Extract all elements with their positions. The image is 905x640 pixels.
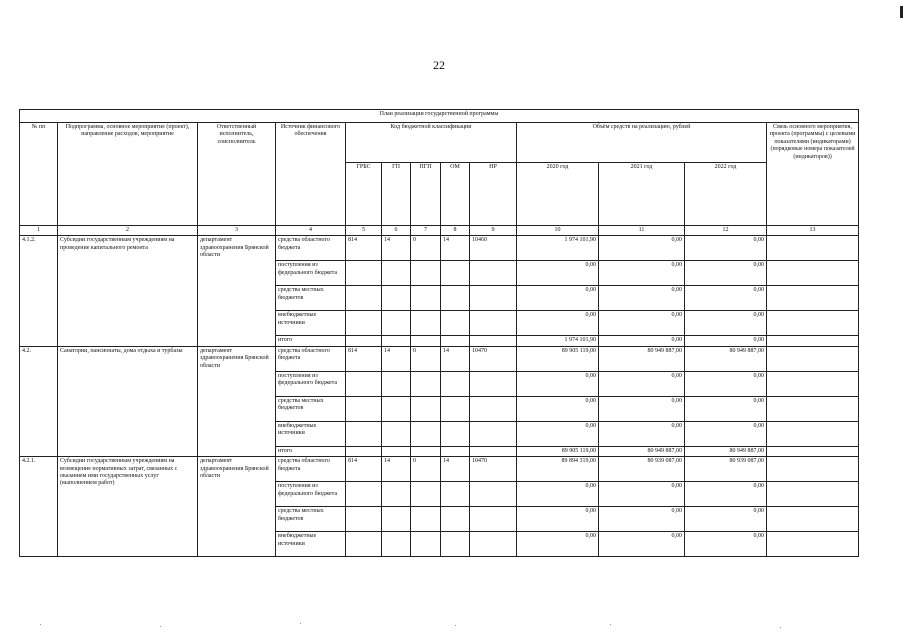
amount-y2021: 0,00 [599,396,685,421]
total-y2021: 0,00 [599,336,685,346]
indicator-link [767,311,859,336]
code-om [441,421,470,446]
code-np: 10460 [470,236,517,261]
amount-y2022: 80 939 087,00 [685,457,767,482]
code-np [470,396,517,421]
indicator-link [767,336,859,346]
activity-name: Субсидии государственным учреждениям на проведение капитального ремонта [58,236,198,346]
funding-source: внебюджетные источники [276,311,346,336]
code-np [470,286,517,311]
column-number: 12 [685,226,767,236]
code-pgp [411,507,441,532]
amount-y2020: 89 894 319,00 [517,457,599,482]
indicator-link [767,446,859,456]
executor: департамент здравоохранения Брянской области [198,346,276,456]
header-2022: 2022 год [685,163,767,226]
code-grbs [346,311,382,336]
indicator-link [767,286,859,311]
table-row [20,457,859,482]
executor: департамент здравоохранения Брянской области [198,236,276,346]
code-pgp [411,421,441,446]
header-budget-code: Код бюджетной классификации [346,123,517,163]
indicator-link [767,532,859,557]
code-np [470,371,517,396]
total-code-gp [382,336,411,346]
header-num: № пп [20,123,58,226]
code-om [441,396,470,421]
amount-y2020: 0,00 [517,261,599,286]
indicator-link [767,236,859,261]
amount-y2021: 0,00 [599,421,685,446]
amount-y2022: 0,00 [685,236,767,261]
amount-y2022: 0,00 [685,396,767,421]
funding-source: поступления из федерального бюджета [276,261,346,286]
code-grbs [346,482,382,507]
column-number: 9 [470,226,517,236]
code-om: 14 [441,236,470,261]
total-label: итого [276,336,346,346]
total-code-gp [382,446,411,456]
amount-y2022: 80 949 887,00 [685,346,767,371]
header-om: ОМ [441,163,470,226]
column-number: 13 [767,226,859,236]
column-number: 4 [276,226,346,236]
table-row [20,236,859,261]
amount-y2020: 0,00 [517,371,599,396]
column-number: 5 [346,226,382,236]
total-code-pgp [411,336,441,346]
row-number: 4.1.2. [20,236,58,346]
activity-name: Санатории, пансионаты, дома отдыха и турбазы [58,346,198,456]
code-np [470,261,517,286]
code-np [470,311,517,336]
code-gp: 14 [382,457,411,482]
funding-source: поступления из федерального бюджета [276,482,346,507]
code-grbs [346,421,382,446]
header-volume: Объём средств на реализацию, рублей [517,123,767,163]
indicator-link [767,261,859,286]
funding-source: внебюджетные источники [276,532,346,557]
header-2021: 2021 год [599,163,685,226]
indicator-link [767,507,859,532]
amount-y2020: 0,00 [517,507,599,532]
activity-name: Субсидии государственным учреждениям на возмещение нормативных затрат, связанных с оказанием ими государственных услуг (выполнением работ) [58,457,198,557]
code-gp [382,311,411,336]
funding-source: средства местных бюджетов [276,286,346,311]
total-code-grbs [346,446,382,456]
amount-y2022: 0,00 [685,532,767,557]
code-np: 10470 [470,346,517,371]
total-code-np [470,446,517,456]
code-grbs [346,396,382,421]
indicator-link [767,371,859,396]
code-grbs [346,371,382,396]
amount-y2021: 0,00 [599,311,685,336]
scan-noise [0,622,905,630]
code-om [441,532,470,557]
code-grbs: 814 [346,457,382,482]
column-number: 11 [599,226,685,236]
amount-y2021: 80 949 887,00 [599,346,685,371]
amount-y2021: 0,00 [599,532,685,557]
funding-source: средства областного бюджета [276,457,346,482]
total-y2021: 80 949 887,00 [599,446,685,456]
header-grbs: ГРБС [346,163,382,226]
amount-y2021: 0,00 [599,371,685,396]
code-gp [382,371,411,396]
executor: департамент здравоохранения Брянской области [198,457,276,557]
amount-y2021: 80 939 087,00 [599,457,685,482]
code-grbs: 814 [346,236,382,261]
funding-source: средства местных бюджетов [276,396,346,421]
code-gp [382,482,411,507]
total-label: итого [276,446,346,456]
code-om [441,261,470,286]
code-pgp: 0 [411,236,441,261]
indicator-link [767,396,859,421]
amount-y2022: 0,00 [685,421,767,446]
header-executor: Ответственный исполнитель, соисполнитель [198,123,276,226]
code-om [441,507,470,532]
code-np [470,507,517,532]
code-gp [382,286,411,311]
code-pgp [411,532,441,557]
indicator-link [767,346,859,371]
amount-y2022: 0,00 [685,261,767,286]
code-grbs: 814 [346,346,382,371]
code-np [470,532,517,557]
funding-source: поступления из федерального бюджета [276,371,346,396]
amount-y2021: 0,00 [599,507,685,532]
total-code-grbs [346,336,382,346]
header-gp: ГП [382,163,411,226]
amount-y2020: 1 974 101,90 [517,236,599,261]
funding-source: средства местных бюджетов [276,507,346,532]
amount-y2020: 0,00 [517,311,599,336]
amount-y2022: 0,00 [685,311,767,336]
code-om [441,286,470,311]
row-number: 4.2. [20,346,58,456]
code-gp [382,532,411,557]
code-pgp [411,261,441,286]
funding-source: внебюджетные источники [276,421,346,446]
code-grbs [346,261,382,286]
code-grbs [346,286,382,311]
amount-y2021: 0,00 [599,482,685,507]
amount-y2021: 0,00 [599,286,685,311]
code-pgp [411,286,441,311]
code-gp [382,507,411,532]
code-om: 14 [441,346,470,371]
code-pgp [411,482,441,507]
code-pgp [411,311,441,336]
table-row [20,346,859,371]
header-link: Связь основного мероприятия, проекта (программы) с целевыми показателями (индикаторами) (порядковые номера показателей (индикаторов)) [767,123,859,226]
indicator-link [767,482,859,507]
column-number: 1 [20,226,58,236]
total-y2020: 89 905 119,00 [517,446,599,456]
total-y2022: 80 949 887,00 [685,446,767,456]
header-np: НР [470,163,517,226]
total-y2020: 1 974 101,90 [517,336,599,346]
amount-y2020: 0,00 [517,421,599,446]
amount-y2021: 0,00 [599,261,685,286]
header-sources: Источник финансового обеспечения [276,123,346,226]
amount-y2020: 0,00 [517,482,599,507]
code-gp: 14 [382,236,411,261]
indicator-link [767,457,859,482]
column-number: 6 [382,226,411,236]
header-pgp: ПГП [411,163,441,226]
plan-table [19,109,859,557]
code-pgp: 0 [411,346,441,371]
page-number: 22 [433,58,445,72]
code-om [441,371,470,396]
column-number: 3 [198,226,276,236]
code-grbs [346,507,382,532]
code-gp [382,261,411,286]
amount-y2020: 0,00 [517,532,599,557]
column-number: 8 [441,226,470,236]
code-pgp: 0 [411,457,441,482]
code-np [470,482,517,507]
total-y2022: 0,00 [685,336,767,346]
code-om: 14 [441,457,470,482]
code-gp [382,421,411,446]
amount-y2022: 0,00 [685,482,767,507]
scan-edge-mark [900,6,903,18]
total-code-om [441,336,470,346]
amount-y2022: 0,00 [685,286,767,311]
amount-y2022: 0,00 [685,371,767,396]
code-gp [382,396,411,421]
amount-y2020: 89 905 119,00 [517,346,599,371]
amount-y2022: 0,00 [685,507,767,532]
code-np [470,421,517,446]
table-title: План реализации государственной программы [20,110,859,123]
code-grbs [346,532,382,557]
row-number: 4.2.1. [20,457,58,557]
total-code-om [441,446,470,456]
header-subprogram: Подпрограмма, основное мероприятие (проект), направление расходов, мероприятие [58,123,198,226]
total-code-np [470,336,517,346]
code-pgp [411,396,441,421]
code-np: 10470 [470,457,517,482]
column-number: 2 [58,226,198,236]
amount-y2020: 0,00 [517,396,599,421]
header-2020: 2020 год [517,163,599,226]
code-om [441,311,470,336]
funding-source: средства областного бюджета [276,236,346,261]
code-gp: 14 [382,346,411,371]
total-code-pgp [411,446,441,456]
column-number: 7 [411,226,441,236]
code-pgp [411,371,441,396]
funding-source: средства областного бюджета [276,346,346,371]
amount-y2021: 0,00 [599,236,685,261]
amount-y2020: 0,00 [517,286,599,311]
column-number: 10 [517,226,599,236]
code-om [441,482,470,507]
indicator-link [767,421,859,446]
